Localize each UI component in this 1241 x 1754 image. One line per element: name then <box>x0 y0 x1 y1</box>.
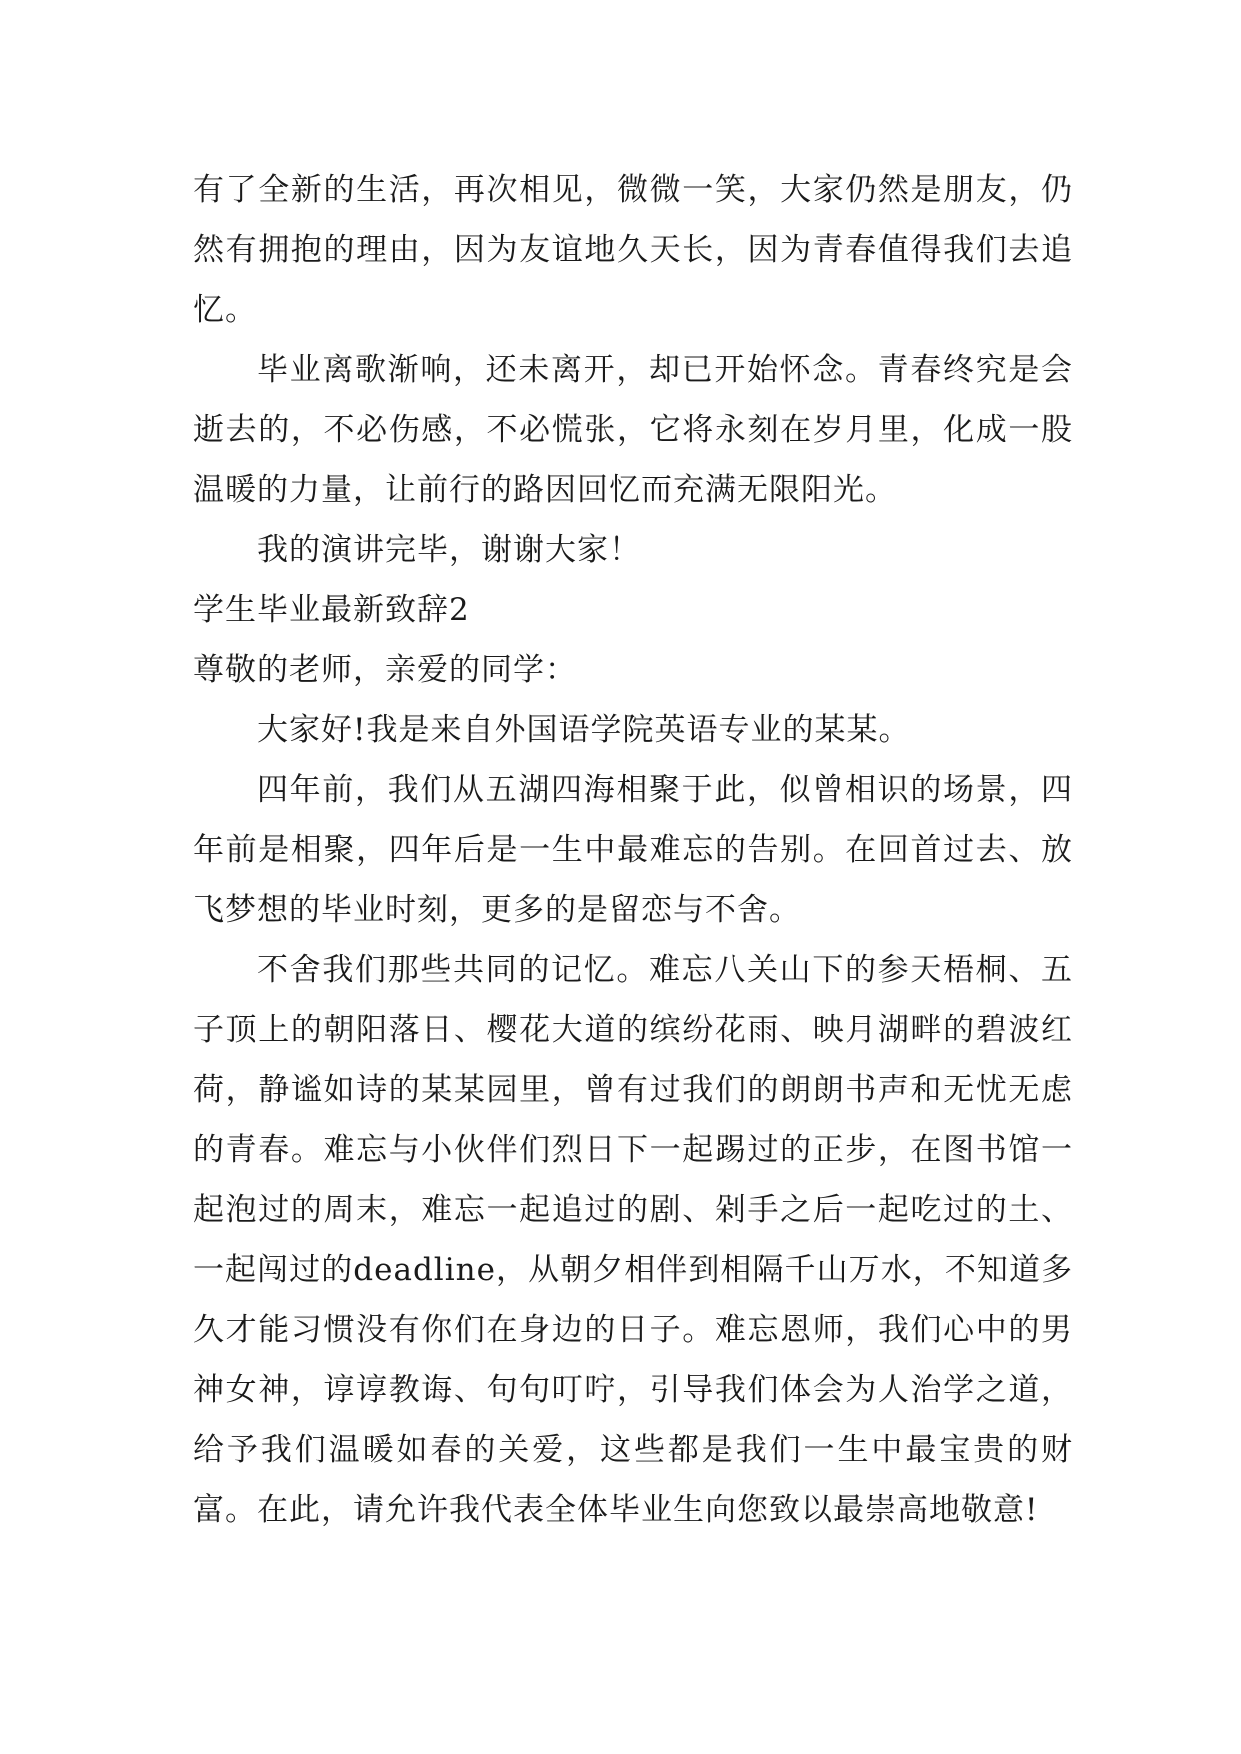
paragraph-shared-memories: 不舍我们那些共同的记忆。难忘八关山下的参天梧桐、五子顶上的朝阳落日、樱花大道的缤纷花雨、映月湖畔的碧波红荷，静谧如诗的某某园里，曾有过我们的朗朗书声和无忧无虑的青春。难忘与小伙伴们烈日下一起踢过的正步，在图书馆一起泡过的周末，难忘一起追过的剧、剁手之后一起吃过的土、一起闯过的deadline，从朝夕相伴到相隔千山万水，不知道多久才能习惯没有你们在身边的日子。难忘恩师，我们心中的男神女神，谆谆教诲、句句叮咛，引导我们体会为人治学之道，给予我们温暖如春的关爱，这些都是我们一生中最宝贵的财富。在此，请允许我代表全体毕业生向您致以最崇高地敬意! <box>193 952 1073 1528</box>
paragraph-closing-thanks: 我的演讲完毕，谢谢大家！ <box>257 532 641 568</box>
document-body <box>193 160 1073 1540</box>
paragraph-continuation: 有了全新的生活，再次相见，微微一笑，大家仍然是朋友，仍然有拥抱的理由，因为友谊地久天长，因为青春值得我们去追忆。 <box>193 172 1073 328</box>
paragraph-graduation-song: 毕业离歌渐响，还未离开，却已开始怀念。青春终究是会逝去的，不必伤感，不必慌张，它将永刻在岁月里，化成一股温暖的力量，让前行的路因回忆而充满无限阳光。 <box>193 352 1073 508</box>
paragraph-four-years-ago: 四年前，我们从五湖四海相聚于此，似曾相识的场景，四年前是相聚，四年后是一生中最难忘的告别。在回首过去、放飞梦想的毕业时刻，更多的是留恋与不舍。 <box>193 772 1073 928</box>
paragraph-self-introduction: 大家好!我是来自外国语学院英语专业的某某。 <box>257 712 911 748</box>
section-heading: 学生毕业最新致辞2 <box>193 592 470 628</box>
salutation: 尊敬的老师，亲爱的同学： <box>193 652 577 688</box>
